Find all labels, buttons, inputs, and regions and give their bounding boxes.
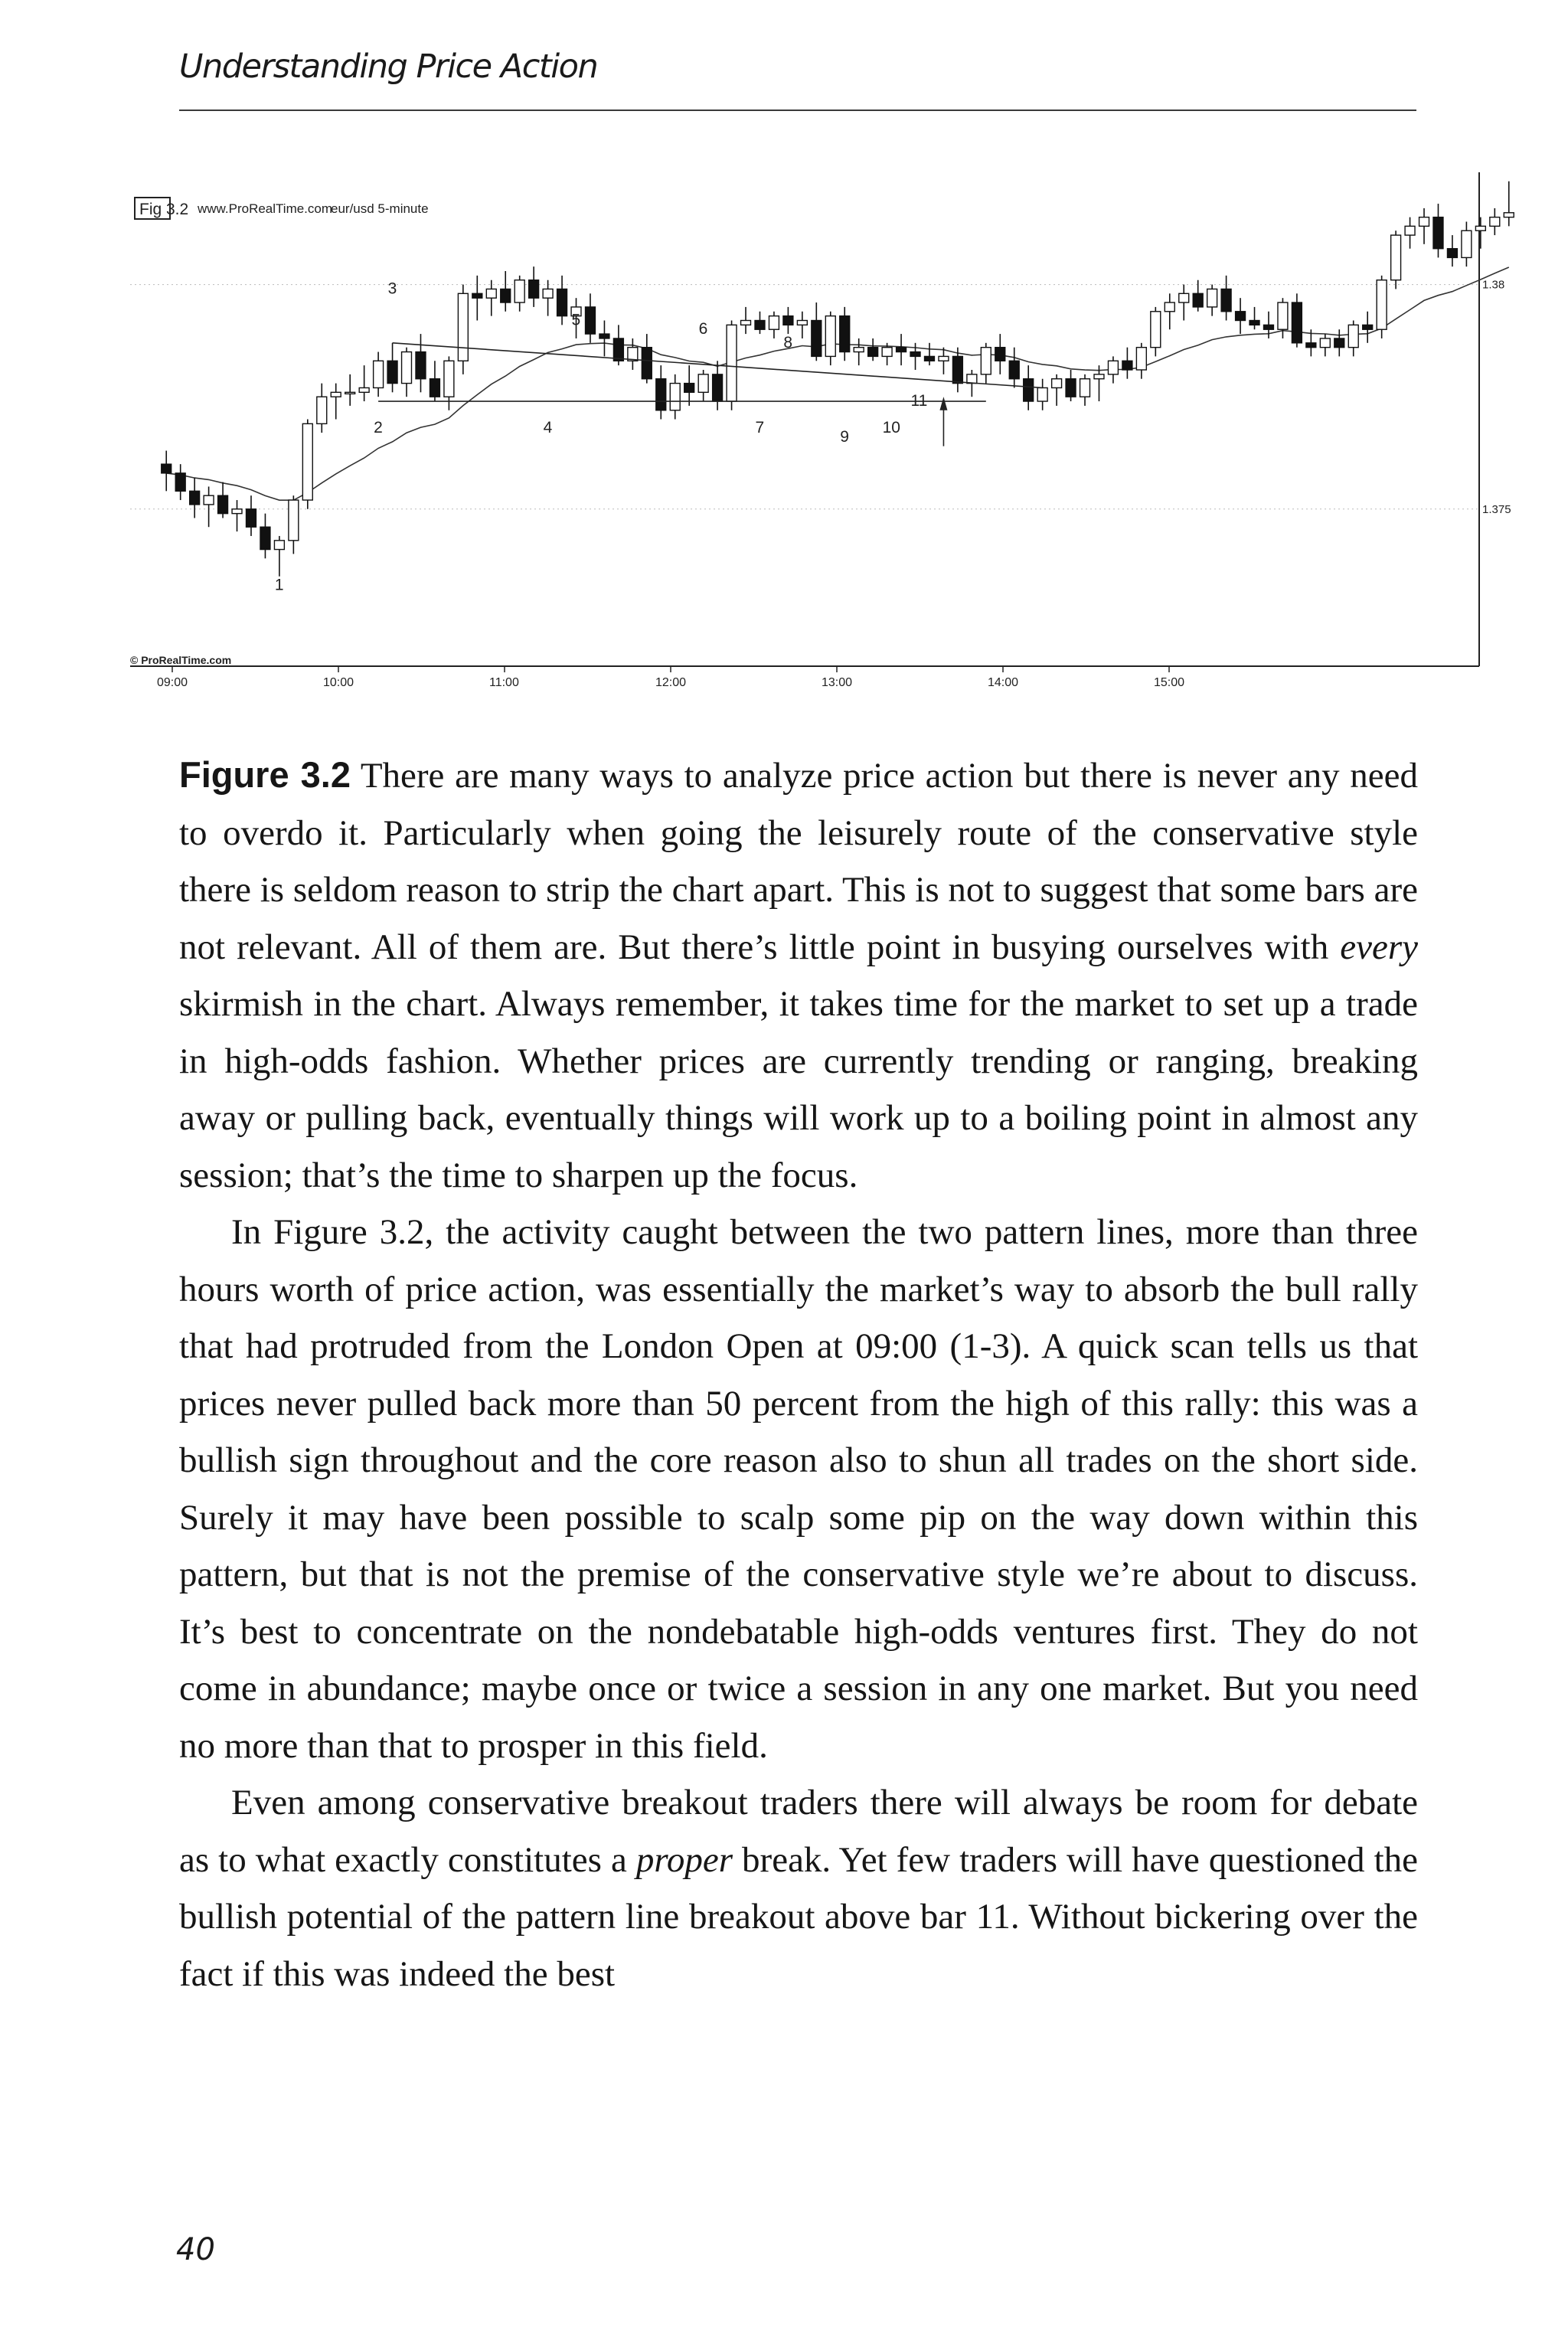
bull-candle bbox=[1475, 226, 1485, 230]
bull-candle bbox=[797, 321, 807, 325]
caption-text: There are many ways to analyze price action but there is never any need to overdo it. Particularly when going the leisurely route of the conservative style there is seldom reason to strip the chart apart. This is not to suggest that some bars are not relevant. All of them are. But there’s little point in busying ourselves with bbox=[179, 756, 1419, 967]
bull-candle bbox=[882, 348, 892, 357]
bear-candle bbox=[599, 334, 609, 338]
bull-candle bbox=[1179, 293, 1189, 302]
bear-candle bbox=[613, 338, 623, 361]
page-number: 40 bbox=[176, 2232, 215, 2267]
bull-candle bbox=[1348, 325, 1358, 347]
bear-candle bbox=[1236, 312, 1246, 321]
bear-candle bbox=[472, 293, 482, 298]
x-tick-label: 14:00 bbox=[988, 676, 1019, 689]
bear-candle bbox=[684, 384, 694, 393]
x-tick-label: 12:00 bbox=[655, 676, 687, 689]
header-rule bbox=[179, 110, 1416, 111]
bull-candle bbox=[769, 316, 779, 330]
chart-instrument: eur/usd 5-minute bbox=[331, 201, 429, 216]
bear-candle bbox=[812, 321, 822, 357]
bar-label: 7 bbox=[755, 419, 765, 437]
y-tick-label: 1.375 bbox=[1482, 502, 1511, 516]
running-head: Understanding Price Action bbox=[179, 47, 598, 86]
bull-candle bbox=[514, 280, 524, 302]
bull-candle bbox=[1151, 312, 1161, 348]
moving-average-line bbox=[166, 267, 1509, 500]
bear-candle bbox=[430, 379, 439, 397]
bull-candle bbox=[486, 289, 496, 298]
bar-label: 3 bbox=[387, 279, 397, 298]
bar-label: 5 bbox=[571, 311, 581, 329]
bull-candle bbox=[402, 352, 412, 384]
bull-candle bbox=[359, 387, 369, 392]
body-text bbox=[179, 747, 1418, 2002]
bull-candle bbox=[1037, 387, 1047, 401]
bar-label: 9 bbox=[840, 427, 849, 446]
caption-label: Figure 3.2 bbox=[179, 754, 351, 795]
bear-candle bbox=[995, 348, 1005, 361]
figure-label: Fig 3.2 bbox=[139, 201, 189, 218]
bear-candle bbox=[897, 348, 906, 352]
bull-candle bbox=[1278, 302, 1288, 329]
bear-candle bbox=[175, 473, 185, 491]
bar-label: 8 bbox=[783, 333, 793, 351]
bull-candle bbox=[1320, 338, 1330, 348]
bear-candle bbox=[501, 289, 511, 302]
bar-label: 1 bbox=[274, 576, 284, 594]
x-tick-label: 15:00 bbox=[1154, 676, 1185, 689]
bull-candle bbox=[1391, 235, 1401, 280]
bear-candle bbox=[755, 321, 765, 330]
bull-candle bbox=[345, 392, 355, 394]
figure-3-2 bbox=[130, 172, 1511, 708]
bear-candle bbox=[868, 348, 878, 357]
bull-candle bbox=[543, 289, 553, 298]
bear-candle bbox=[1066, 379, 1076, 397]
bull-candle bbox=[670, 384, 680, 410]
bear-candle bbox=[1221, 289, 1231, 311]
caption-emphasis: every bbox=[1340, 927, 1418, 967]
bar-label: 11 bbox=[910, 392, 928, 410]
paragraph-2-start: Even among conservative breakout traders there will always be room for debate as to what exactly constitutes a bbox=[179, 1783, 1418, 1880]
bar-label: 4 bbox=[543, 419, 553, 437]
bear-candle bbox=[783, 316, 793, 325]
bear-candle bbox=[1250, 321, 1259, 325]
bear-candle bbox=[1433, 217, 1443, 249]
bull-candle bbox=[1462, 230, 1472, 257]
bull-candle bbox=[967, 374, 977, 384]
paragraph-2 bbox=[179, 1774, 1418, 2002]
bull-candle bbox=[939, 356, 949, 361]
bear-candle bbox=[1447, 249, 1457, 258]
bull-candle bbox=[1108, 361, 1118, 374]
bear-candle bbox=[218, 495, 228, 513]
bear-candle bbox=[713, 374, 723, 401]
bear-candle bbox=[925, 356, 935, 361]
bear-candle bbox=[1024, 379, 1034, 401]
bear-candle bbox=[162, 464, 172, 473]
bull-candle bbox=[274, 541, 284, 550]
bear-candle bbox=[1306, 343, 1316, 348]
bull-candle bbox=[302, 423, 312, 500]
chart-source: www.ProRealTime.com bbox=[198, 201, 333, 216]
bear-candle bbox=[656, 379, 666, 410]
bear-candle bbox=[1292, 302, 1302, 343]
bear-candle bbox=[1363, 325, 1373, 329]
candlestick-chart bbox=[130, 172, 1511, 708]
bull-candle bbox=[1207, 289, 1217, 306]
x-tick-label: 09:00 bbox=[157, 676, 188, 689]
bull-candle bbox=[698, 374, 708, 392]
y-tick-label: 1.38 bbox=[1482, 278, 1505, 292]
watermark: © ProRealTime.com bbox=[130, 654, 232, 666]
bull-candle bbox=[1080, 379, 1090, 397]
bull-candle bbox=[1419, 217, 1429, 227]
paragraph-2-emphasis: proper bbox=[635, 1839, 733, 1880]
bear-candle bbox=[642, 348, 652, 379]
bear-candle bbox=[247, 509, 256, 527]
bear-candle bbox=[1122, 361, 1132, 370]
bull-candle bbox=[232, 509, 242, 514]
bear-candle bbox=[952, 356, 962, 383]
caption-text-continued: skirmish in the chart. Always remember, it takes time for the market to set up a trade in high-odds fashion. Whether prices are currently trending or ranging, breaking away or pulling back, eventually things will work up to a boiling point in almost any session; that’s the time to sharpen up the focus. bbox=[179, 984, 1418, 1195]
bear-candle bbox=[910, 352, 920, 357]
bear-candle bbox=[840, 316, 850, 352]
bar-label: 2 bbox=[374, 419, 383, 437]
bear-candle bbox=[529, 280, 539, 298]
bull-candle bbox=[1377, 280, 1387, 330]
breakout-arrowhead bbox=[939, 397, 947, 410]
bull-candle bbox=[1405, 226, 1415, 235]
bull-candle bbox=[458, 293, 468, 361]
paragraph-1: In Figure 3.2, the activity caught between the two pattern lines, more than three hours worth of price action, was essentially the market’s way to absorb the bull rally that had protruded from the London Open at 09:00 (1-3). A quick scan tells us that prices never pulled back more than 50 percent from the high of this rally: this was a bullish sign throughout and the core reason also to shun all trades on the short side. Surely it may have been possible to scalp some pip on the way down within this pattern, but that is not the premise of the conservative style we’re about to discuss. It’s best to concentrate on the nondebatable high-odds ventures first. They do not come in abundance; maybe once or twice a session in any one market. But you need no more than that to prosper in this field. bbox=[179, 1212, 1418, 1766]
bull-candle bbox=[825, 316, 835, 357]
x-tick-label: 13:00 bbox=[822, 676, 853, 689]
bear-candle bbox=[1334, 338, 1344, 348]
bull-candle bbox=[741, 321, 751, 325]
bull-candle bbox=[374, 361, 384, 387]
bull-candle bbox=[981, 348, 991, 374]
bull-candle bbox=[727, 325, 737, 401]
bear-candle bbox=[557, 289, 567, 315]
bull-candle bbox=[1052, 379, 1062, 388]
bull-candle bbox=[854, 348, 864, 352]
bull-candle bbox=[1165, 302, 1174, 312]
paragraph-2-end: break. Yet few traders will have questioned the bullish potential of the pattern line breakout above bar 11. Without bickering over the fact if this was indeed the best bbox=[179, 1839, 1418, 1994]
x-tick-label: 11:00 bbox=[489, 676, 519, 689]
bar-label: 6 bbox=[698, 320, 708, 338]
bull-candle bbox=[317, 397, 327, 423]
bull-candle bbox=[289, 500, 299, 541]
bull-candle bbox=[204, 495, 214, 505]
bear-candle bbox=[1264, 325, 1274, 329]
figure-caption bbox=[179, 747, 1418, 1204]
bear-candle bbox=[387, 361, 397, 383]
bull-candle bbox=[1490, 217, 1500, 227]
bull-candle bbox=[1504, 213, 1514, 217]
bull-candle bbox=[1136, 348, 1146, 370]
x-tick-label: 10:00 bbox=[323, 676, 354, 689]
bull-candle bbox=[1094, 374, 1104, 379]
bull-candle bbox=[331, 392, 341, 397]
bear-candle bbox=[416, 352, 426, 379]
bear-candle bbox=[1193, 293, 1203, 307]
bear-candle bbox=[190, 491, 200, 505]
bear-candle bbox=[260, 527, 270, 549]
bull-candle bbox=[444, 361, 454, 397]
bear-candle bbox=[1009, 361, 1019, 378]
bar-label: 10 bbox=[882, 419, 900, 437]
bear-candle bbox=[586, 307, 596, 334]
